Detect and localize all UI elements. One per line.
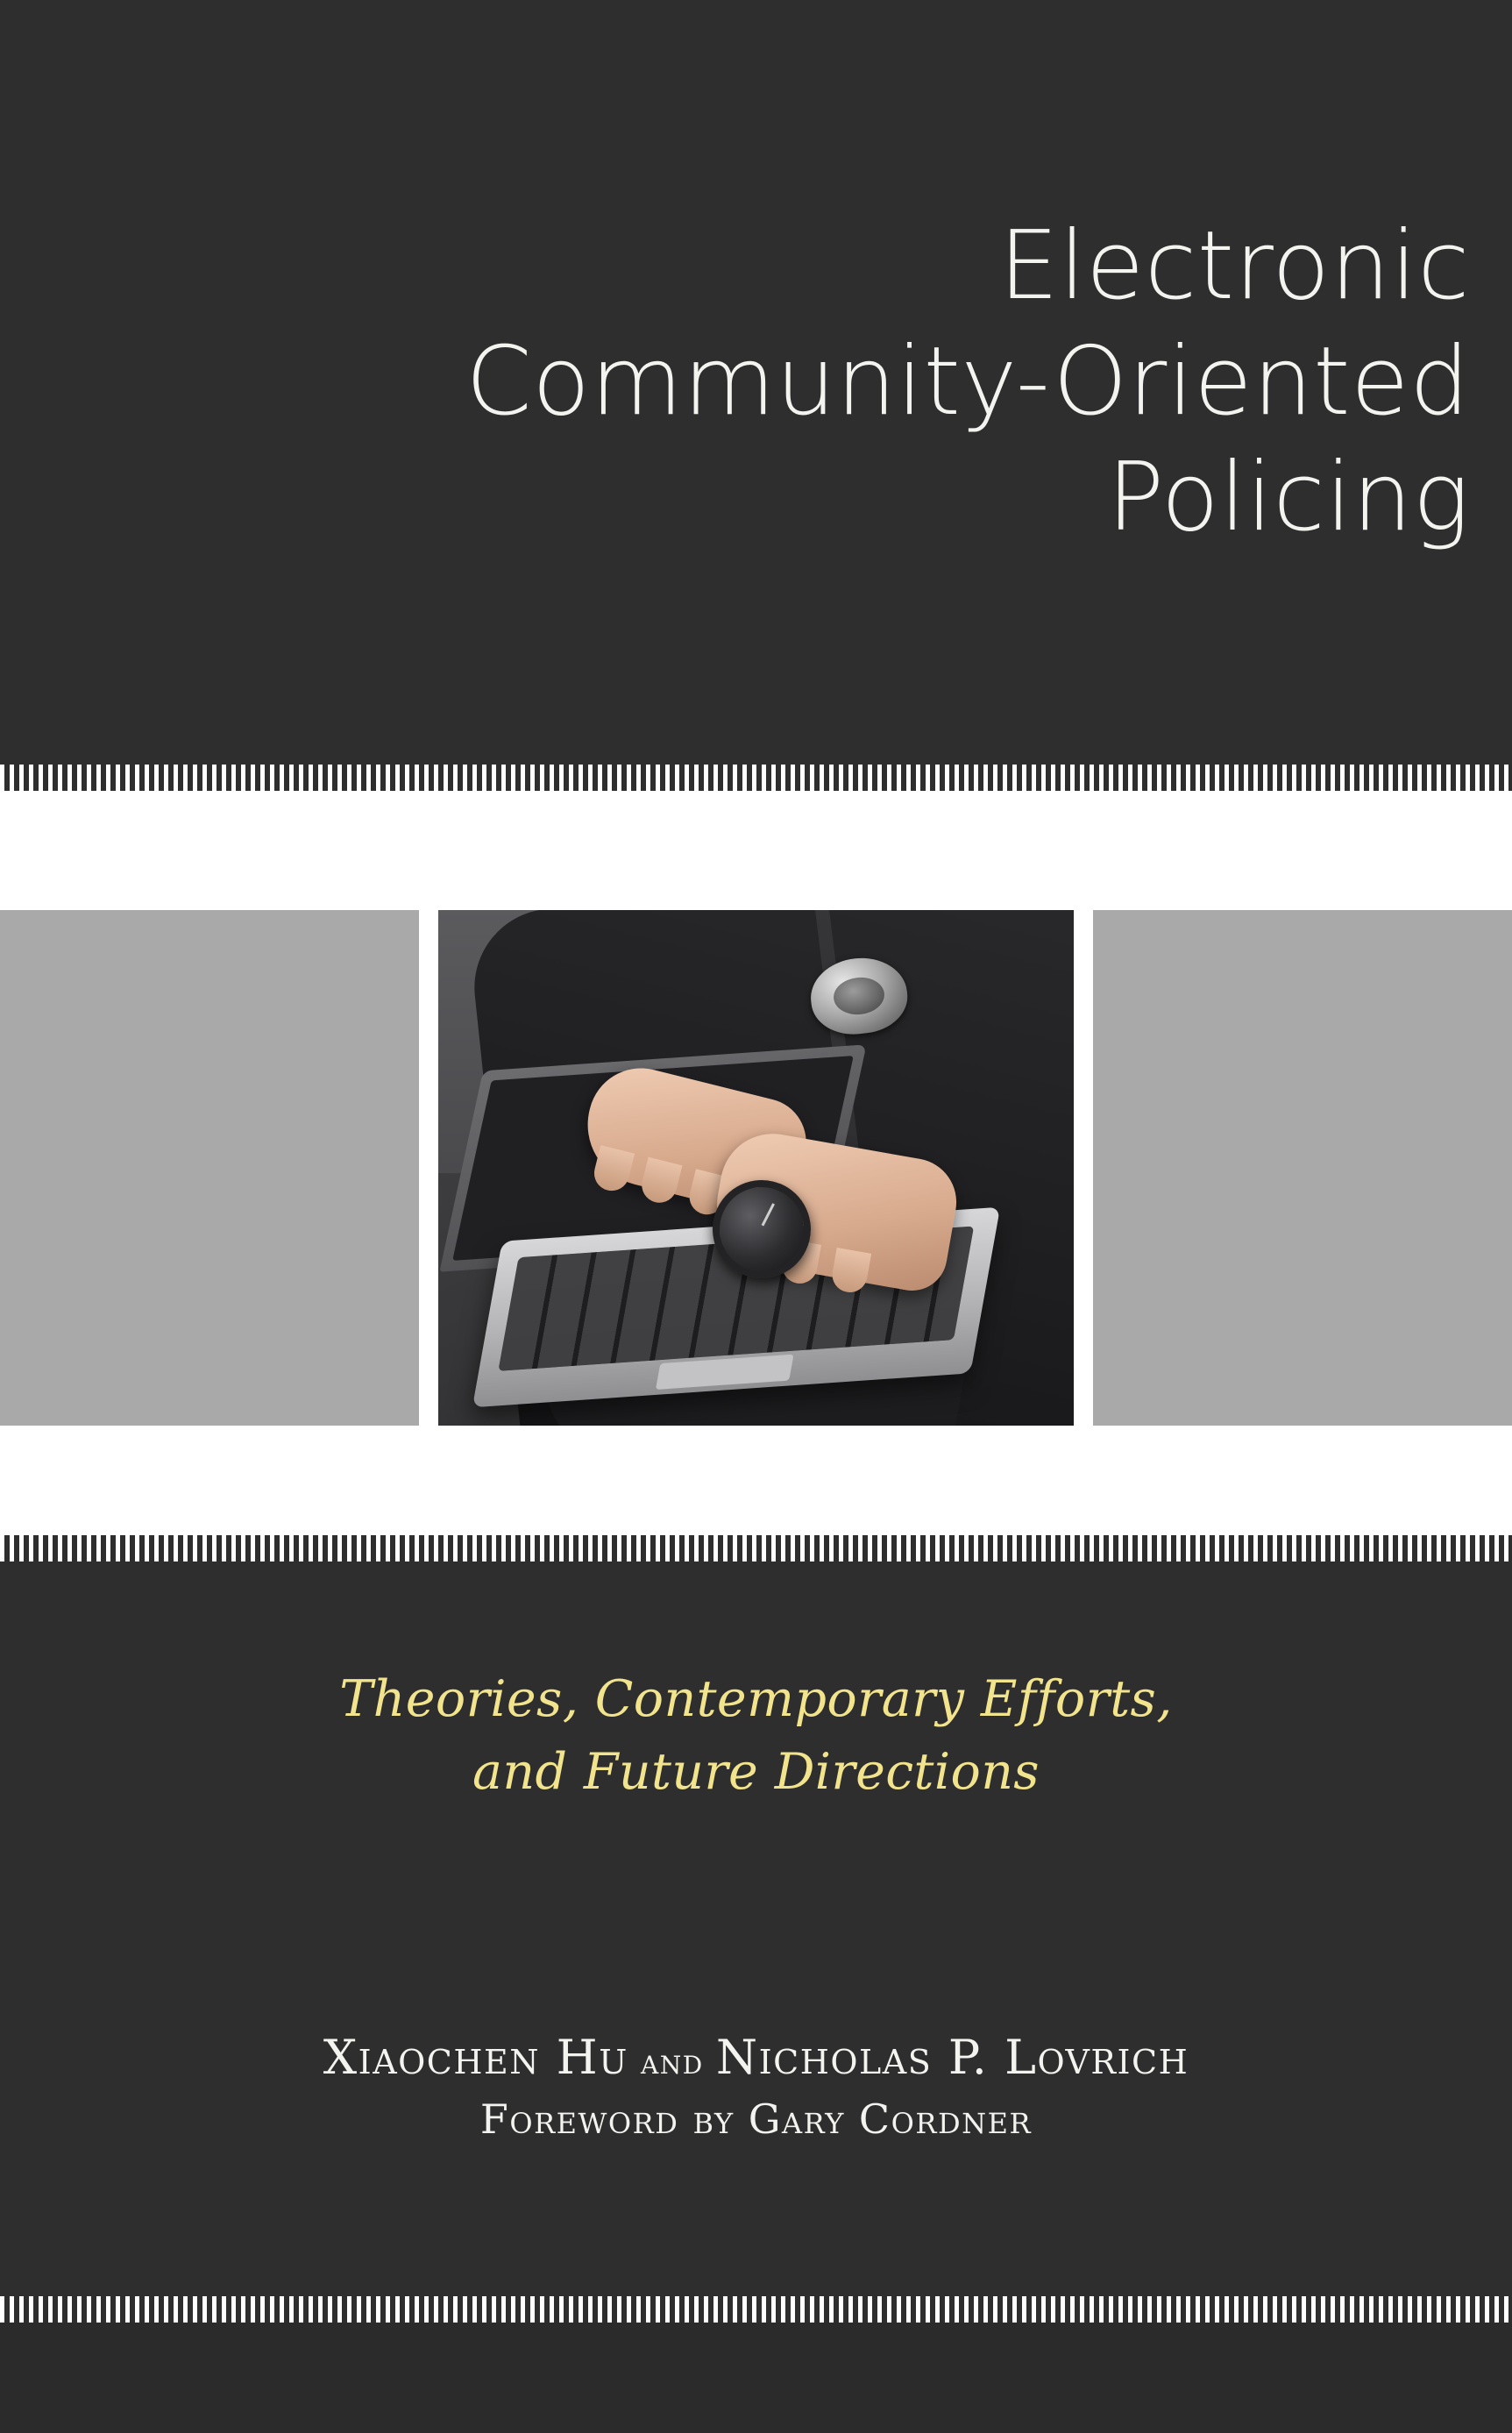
title-panel: [0, 0, 1512, 765]
subtitle-line-1: Theories, Contemporary Efforts,: [339, 1670, 1173, 1728]
title-line-2: Community-Oriented: [465, 327, 1470, 438]
title-line-1: Electronic: [998, 211, 1470, 322]
subtitle-line-2: and Future Directions: [472, 1742, 1040, 1801]
photo-gap-right: [1074, 910, 1093, 1426]
photo-gap-left: [419, 910, 438, 1426]
authors-block: [0, 2026, 1512, 2143]
subtitle: [0, 1663, 1512, 1808]
foreword-credit: Foreword by Gary Cordner: [479, 2095, 1033, 2143]
dashed-rule-middle: [0, 1535, 1512, 1562]
cover-photo: [438, 910, 1074, 1426]
dashed-rule-bottom: [0, 2296, 1512, 2323]
title-line-3: Policing: [1106, 442, 1470, 552]
photo-scene: [438, 910, 1074, 1426]
authors-conjunction: and: [628, 2042, 716, 2082]
laptop-trackpad-shape: [656, 1355, 794, 1390]
author-second: Nicholas P. Lovrich: [715, 2030, 1189, 2085]
photo-row: [0, 910, 1512, 1426]
author-first: Xiaochen Hu: [323, 2030, 628, 2085]
photo-side-right: [1093, 910, 1512, 1426]
dashed-rule-top: [0, 765, 1512, 791]
authors-line: [0, 2026, 1512, 2090]
photo-side-left: [0, 910, 419, 1426]
subtitle-author-panel: [0, 1562, 1512, 2296]
